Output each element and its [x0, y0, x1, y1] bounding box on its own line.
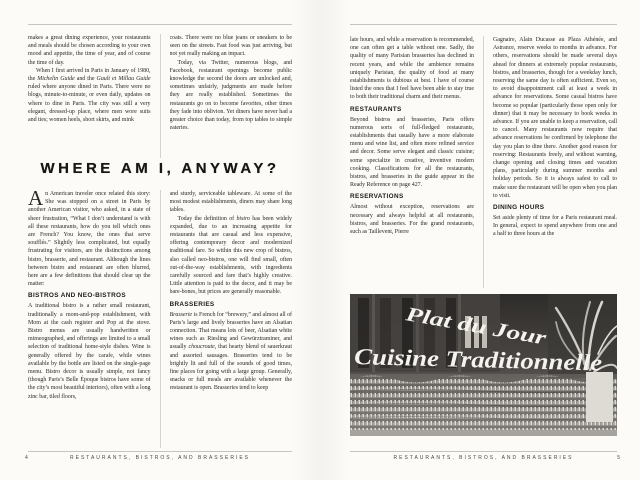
text-column-1	[350, 36, 474, 288]
paragraph: An American traveler once related this story: She was stopped on a street in Paris by another American visitor, who asked, in a state of sheer frustration, “What I don’t understand is with all these restaurants, how do you tell which ones are French? You know, the ones that serve soufflés.” Slightly less complicated, but equally frustrating for visitors, are the distinctions among bistro, brasserie, and restaurant. Although the lines between bistro and restaurant are often blurred, here are a few definitions that should clear up the matter:	[28, 190, 151, 288]
paragraph: Today, via Twitter, numerous blogs, and Facebook, restaurant openings become public knowledge the second the doors are unlocked and, sometimes unfairly, judgments are made before they are really established. Sometimes the restaurants go on to become favorites, other times they fade into oblivion. Yet diners have never had a greater choice than today, from top tables to simple eateries.	[169, 59, 292, 132]
spine-gutter	[292, 0, 350, 480]
paragraph: Gagnaire, Alain Ducasse au Plaza Athénée, and Astrance, reserve weeks to months in advance. For others, reservations should be made several days ahead for dinners at extremely popular restaurants, bistros, and brasseries, though for a weekday lunch, reserving the same day is often sufficient. Even so, to avoid disappointment call at least a week in advance for reservations. Some casual bistros have become so popular (particularly those open only for dinner) that it may be necessary to book weeks in advance. If you are unable to keep a reservation, call to cancel. Many restaurants now require that advance reservations be confirmed by telephone the day you plan to dine there. Another good reason for reserving: Restaurants freely, and without warning, change opening and closing times and vacation plans, particularly during summer months and holiday periods. So it is always safest to call to make sure the restaurant will be open when you plan to visit.	[493, 37, 617, 199]
page-number: 5	[617, 455, 620, 461]
paragraph: and sturdy, serviceable tableware. At some of the most modest establishments, diners may share long tables.	[169, 191, 292, 214]
running-footer: RESTAURANTS, BISTROS, AND BRASSERIES	[70, 455, 250, 461]
paragraph: Almost without exception, reservations are necessary and always helpful at all restaurants, bistros, and brasseries. For the grand restaurants, such as Taillevent, Pierre	[350, 204, 474, 236]
header-rule	[28, 24, 292, 25]
subsection-heading: BRASSERIES	[169, 300, 215, 308]
page-number: 4	[25, 455, 28, 461]
drop-cap: A	[28, 190, 44, 210]
left-page	[25, 0, 292, 480]
column-divider-rule	[160, 34, 161, 158]
main-text-section	[28, 190, 292, 448]
column-divider-rule	[483, 36, 484, 288]
photo-script-line2: Cuisine Traditionnelle	[353, 344, 568, 375]
photo-script-line1: Plat du Jour	[404, 303, 510, 343]
running-footer: RESTAURANTS, BISTROS, AND BRASSERIES	[393, 455, 574, 461]
right-page	[350, 0, 620, 480]
paragraph: Brasserie is French for “brewery,” and almost all of Paris’s large and lively brasseries have an Alsatian connection. That means lots of beer, Alsatian white wines such as Riesling and Gewürztraminer, and usually choucroute, that hearty blend of sauerkraut and assorted sausages. Brasseries tend to be brightly lit and full of the sounds of good times, fine places for going with a large group. Generally, snacks or full meals are available whenever the restaurant is open. Brasseries tend to keep	[169, 311, 292, 392]
paragraph: late hours, and while a reservation is recommended, one can often get a table without one. Sadly, the quality of many Parisian brasseries has declined in recent years, and while the ambience remains uniquely Parisian, the quality of food at many establishments is dubious at best. I have of course listed the ones that I feel have been able to stay true to both their traditional charm and their menus.	[350, 37, 474, 101]
paragraph: When I first arrived in Paris in January of 1980, the Michelin Guide and the Gault et Millau Guide ruled where anyone dined in Paris. There were no blogs, minute-to-minute, or even daily, updates on where to dine in Paris. The city was still a very elegant, dressed-up place, where men wore suits and ties; women heels, short skirts, and mink	[28, 67, 151, 124]
lace-curtain	[350, 374, 617, 430]
header-rule	[350, 24, 617, 25]
page-footer	[25, 451, 292, 461]
text-column-2	[493, 36, 617, 288]
text-column-1	[28, 190, 151, 448]
main-text-section	[350, 36, 617, 288]
menu-card	[586, 372, 613, 422]
text-column-2	[170, 190, 293, 448]
subsection-heading: DINING HOURS	[493, 204, 545, 212]
storefront-photo	[350, 294, 617, 436]
paragraph: coats. There were no blue jeans or sneakers to be seen on the streets. Fast food was just arriving, but not yet really making an impact.	[169, 35, 292, 58]
section-title: WHERE AM I, ANYWAY?	[40, 160, 280, 177]
paragraph: Today the definition of bistro has been widely expanded, due to an increasing appetite for restaurants that are casual and less expensive, offering contemporary decor and modernized traditional fare. So within this new crop of bistros, also called neo-bistros, one will find small, often out-of-the-way establishments, with ingredients carefully sourced and fare that’s highly creative. Little attention is paid to the decor, and it may be bare-bones, but prices are generally reasonable.	[169, 215, 292, 296]
paragraph: makes a great dining experience, your restaurants and meals should be chosen according to your own mood and appetite, the time of year, and of course the time of day.	[28, 35, 151, 66]
storefront-photo-image	[350, 294, 617, 436]
column-divider-rule	[160, 190, 161, 448]
subsection-heading: RESTAURANTS	[350, 105, 402, 113]
text-column-1	[28, 34, 151, 158]
paragraph: Set aside plenty of time for a Paris restaurant meal. In general, expect to spend anywhere from one and a half to three hours at the	[493, 215, 617, 238]
text-column-2	[170, 34, 293, 158]
paragraph: Beyond bistros and brasseries, Paris offers numerous sorts of full-fledged restaurants, establishments that usually have a more elaborate menu and wine list, and often more refined service and decor. Some serve elegant and classic cuisine; some specialize in creative, inventive modern cooking. Classifications for all the restaurants, bistros, and brasseries in the guide appear in the Ready Reference on page 427.	[350, 116, 474, 189]
window-sill	[350, 430, 617, 436]
paragraph: A traditional bistro is a rather small restaurant, traditionally a mom-and-pop establishment, with Mom at the cash register and Pop at the stove. Bistro menus are usually handwritten or mimeographed, and offerings are limited to a small selection of traditional home-style dishes. Wine is generally offered by the carafe, while wines available by the bottle are listed on the single-page menu. Bistro decor is usually simple, not fancy (though Paris’s Belle Époque bistros have some of the city’s most beautiful interiors), often with a long zinc bar, tiled floors,	[28, 303, 151, 400]
intro-text-section	[28, 34, 292, 158]
subsection-heading: BISTROS AND NEO-BISTROS	[28, 292, 126, 300]
page-footer	[350, 451, 620, 461]
subsection-heading: RESERVATIONS	[350, 193, 404, 201]
